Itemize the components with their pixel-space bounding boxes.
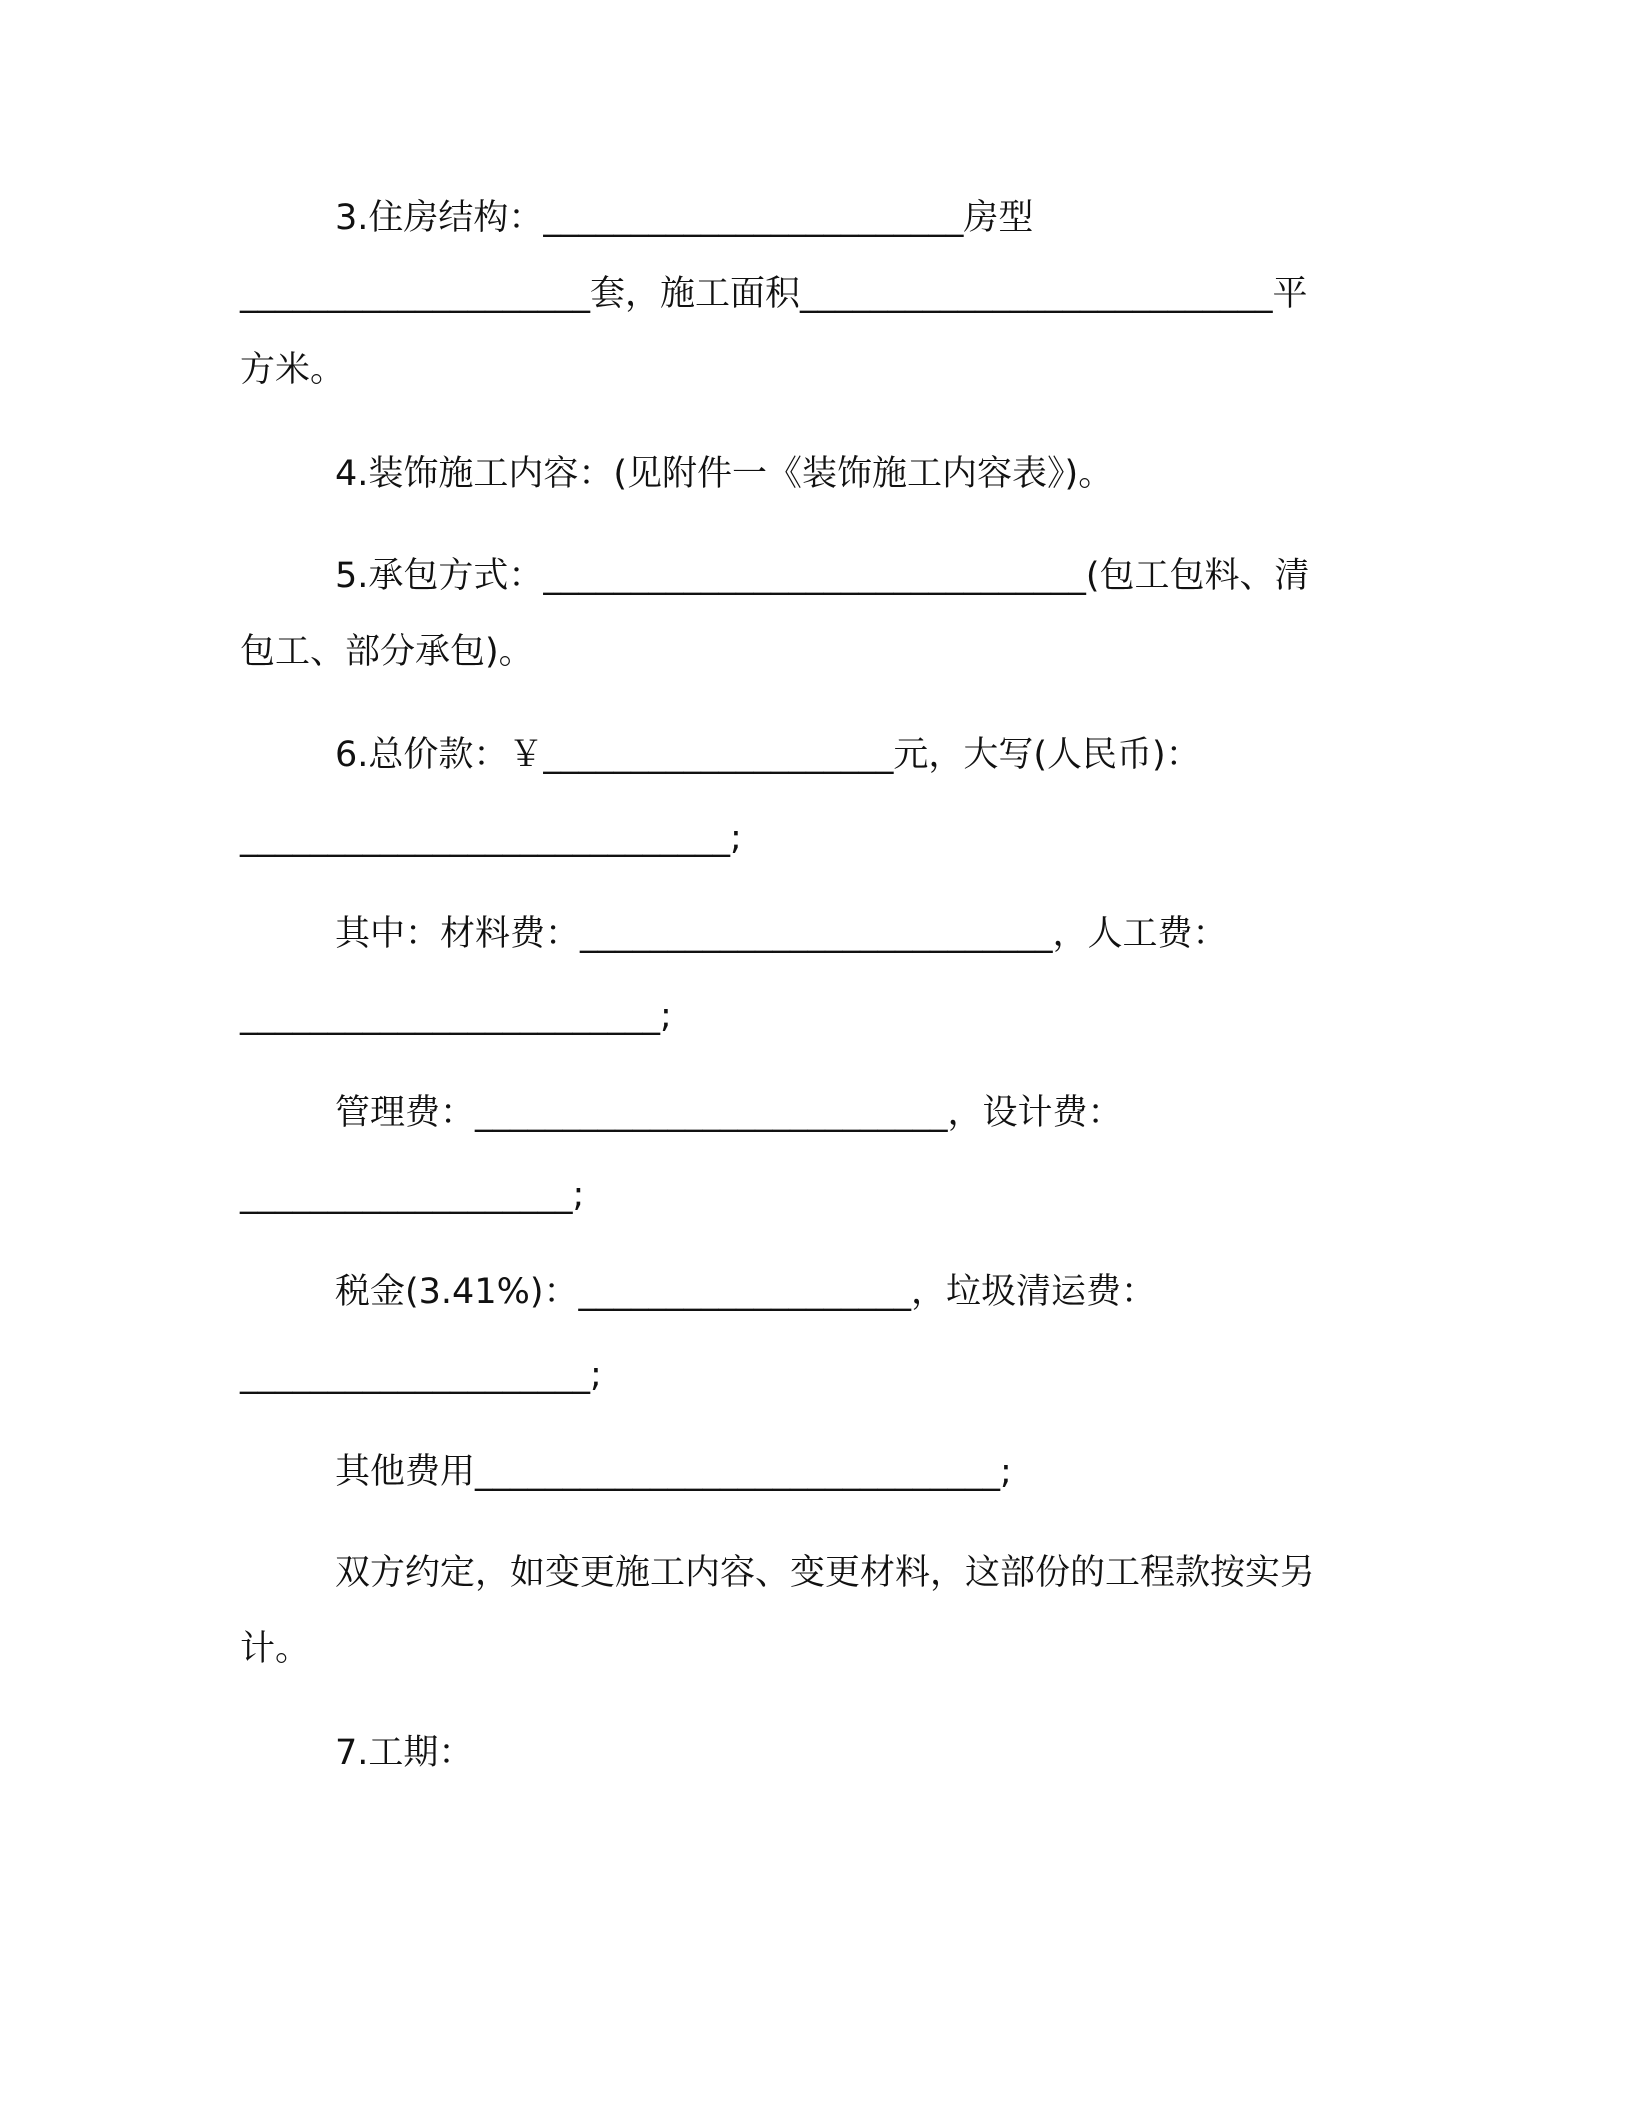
line-tax-garbage-fee: 税金(3.41%)：___________________，垃圾清运费：: [335, 1272, 1156, 1312]
line-agreement: 双方约定，如变更施工内容、变更材料，这部份的工程款按实另: [335, 1553, 1316, 1593]
line-contract-method-cont: 包工、部分承包)。: [240, 632, 534, 672]
line-material-labor-fee: 其中：材料费：___________________________，人工费：: [335, 914, 1228, 954]
line-decoration-content: 4.装饰施工内容：(见附件一《装饰施工内容表》)。: [335, 454, 1114, 494]
line-contract-method: 5.承包方式：_______________________________(包工包料、清: [335, 556, 1310, 596]
line-garbage-fee-blank: ____________________;: [240, 1355, 602, 1395]
line-labor-fee-blank: ________________________;: [240, 996, 672, 1036]
line-total-price: 6.总价款：￥____________________元，大写(人民币)：: [335, 735, 1201, 775]
line-total-price-capital: ____________________________;: [240, 818, 742, 858]
line-design-fee-blank: ___________________;: [240, 1175, 585, 1215]
line-other-fees: 其他费用______________________________;: [335, 1452, 1012, 1492]
line-construction-period: 7.工期：: [335, 1733, 474, 1773]
line-housing-structure: 3.住房结构：________________________房型: [335, 198, 1034, 238]
line-management-design-fee: 管理费：___________________________，设计费：: [335, 1093, 1123, 1133]
line-construction-area: ____________________套，施工面积___________________________平: [240, 274, 1308, 314]
line-agreement-cont: 计。: [240, 1629, 311, 1669]
line-square-meters: 方米。: [240, 350, 346, 390]
